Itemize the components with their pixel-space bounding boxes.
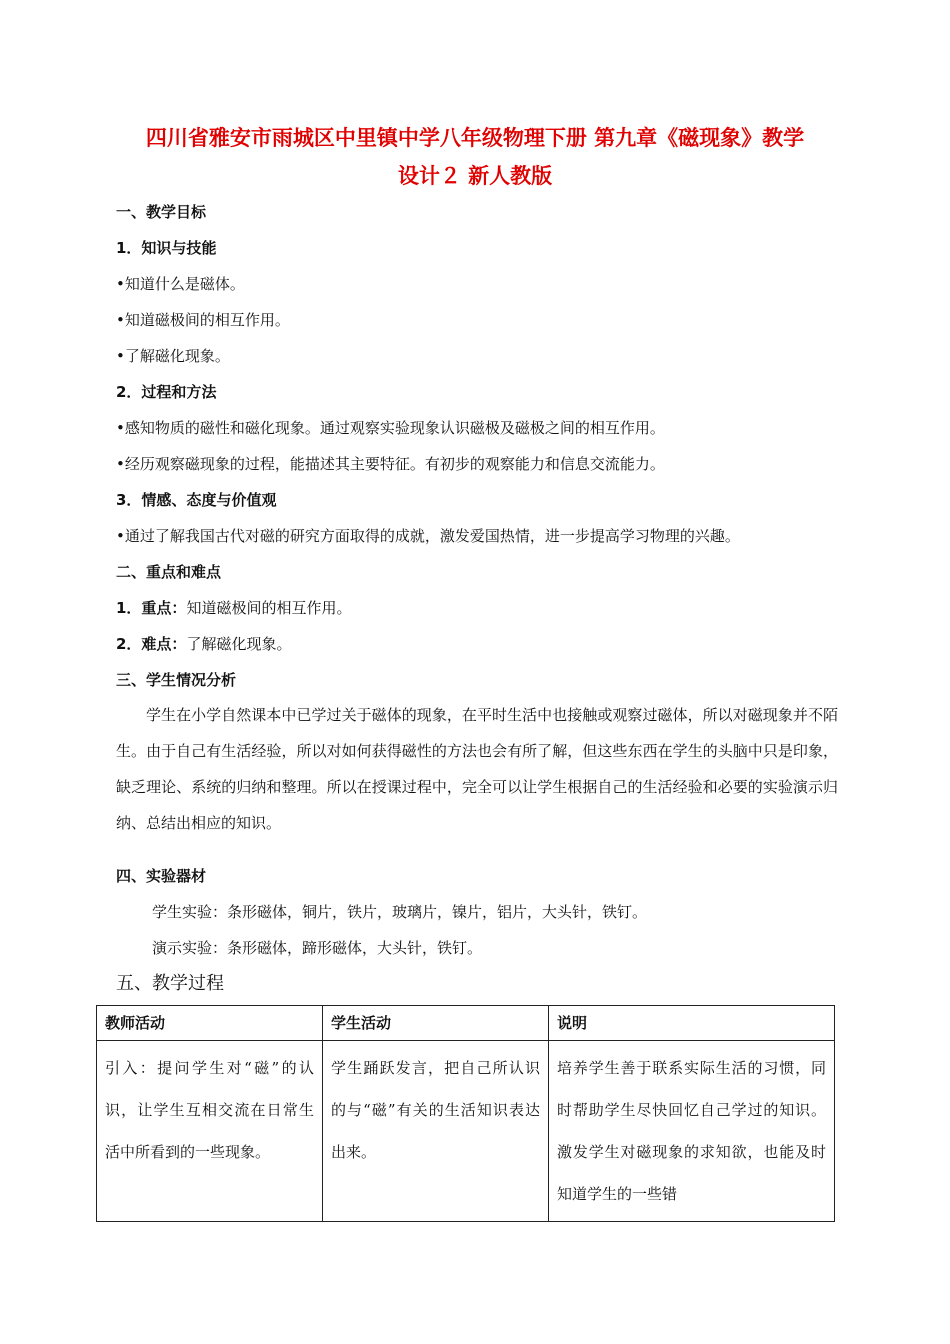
cell-student: 学生踊跃发言，把自己所认识的与“磁”有关的生活知识表达出来。 bbox=[323, 1041, 549, 1222]
header-student: 学生活动 bbox=[323, 1006, 549, 1041]
subheading-process: 2．过程和方法 bbox=[116, 383, 217, 401]
document-title-line1: 四川省雅安市雨城区中里镇中学八年级物理下册 第九章《磁现象》教学 bbox=[145, 126, 805, 150]
keypoint-text: 知道磁极间的相互作用。 bbox=[186, 599, 352, 617]
table-header-row bbox=[97, 1006, 835, 1041]
section-heading-keypoints: 二、重点和难点 bbox=[116, 563, 222, 581]
list-item: •了解磁化现象。 bbox=[116, 347, 230, 365]
analysis-paragraph: 学生在小学自然课本中已学过关于磁体的现象，在平时生活中也接触或观察过磁体，所以对磁现象并不陌生。由于自己有生活经验，所以对如何获得磁性的方法也会有所了解，但这些东西在学生的头脑中只是印象，缺乏理论、系统的归纳和整理。所以在授课过程中，完全可以让学生根据自己的生活经验和必要的实验演示归纳、总结出相应的知识。 bbox=[116, 706, 838, 832]
list-item: •知道什么是磁体。 bbox=[116, 275, 245, 293]
keypoint-line bbox=[116, 597, 351, 618]
equipment-demo: 演示实验：条形磁体，蹄形磁体，大头针，铁钉。 bbox=[152, 939, 483, 957]
list-item: •经历观察磁现象的过程，能描述其主要特征。有初步的观察能力和信息交流能力。 bbox=[116, 455, 665, 473]
section-heading-equipment: 四、实验器材 bbox=[116, 867, 207, 885]
section-heading-process: 五、教学过程 bbox=[116, 973, 224, 994]
list-item: •通过了解我国古代对磁的研究方面取得的成就，激发爱国热情，进一步提高学习物理的兴趣。 bbox=[116, 527, 740, 545]
keypoint-label: 1．重点： bbox=[116, 599, 187, 617]
subheading-knowledge: 1．知识与技能 bbox=[116, 239, 217, 257]
section-heading-goals: 一、教学目标 bbox=[116, 203, 207, 221]
teaching-process-table bbox=[96, 1005, 835, 1222]
difficulty-text: 了解磁化现象。 bbox=[186, 635, 292, 653]
header-note: 说明 bbox=[549, 1006, 835, 1041]
difficulty-label: 2．难点： bbox=[116, 635, 187, 653]
list-item: •感知物质的磁性和磁化现象。通过观察实验现象认识磁极及磁极之间的相互作用。 bbox=[116, 419, 665, 437]
document-title-line2: 设计２ 新人教版 bbox=[397, 164, 553, 188]
table-row bbox=[97, 1041, 835, 1222]
list-item: •知道磁极间的相互作用。 bbox=[116, 311, 290, 329]
cell-teacher: 引入：提问学生对“磁”的认识，让学生互相交流在日常生活中所看到的一些现象。 bbox=[97, 1041, 323, 1222]
cell-note: 培养学生善于联系实际生活的习惯，同时帮助学生尽快回忆自己学过的知识。激发学生对磁现象的求知欲，也能及时知道学生的一些错 bbox=[549, 1041, 835, 1222]
subheading-attitude: 3．情感、态度与价值观 bbox=[116, 491, 277, 509]
header-teacher: 教师活动 bbox=[97, 1006, 323, 1041]
equipment-student: 学生实验：条形磁体，铜片，铁片，玻璃片，镍片，铝片，大头针，铁钉。 bbox=[152, 903, 648, 921]
difficulty-line bbox=[116, 633, 291, 654]
section-heading-analysis: 三、学生情况分析 bbox=[116, 671, 237, 689]
